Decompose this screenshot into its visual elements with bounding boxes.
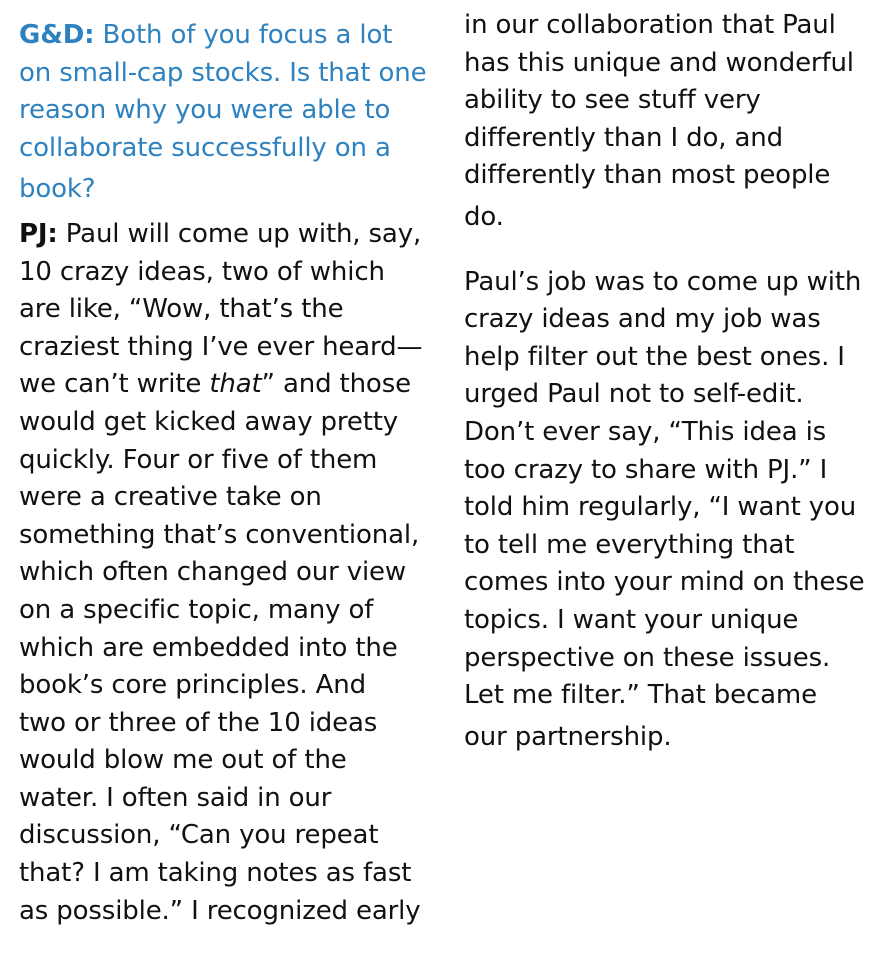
answer-line-italic <box>19 366 444 404</box>
paragraph-line: differently than most people <box>464 160 831 191</box>
paragraph-line: in our collaboration that Paul <box>464 10 836 40</box>
answer-line: something that’s conventional, <box>19 519 420 550</box>
answer-line: as possible.” I recognized early <box>19 895 421 926</box>
question-text: Both of you focus a lot <box>94 20 393 50</box>
italic-line-before: we can’t write <box>19 369 210 400</box>
answer-line: which are embedded into the <box>19 632 398 663</box>
question-line-1 <box>19 17 444 55</box>
paragraph-line: has this unique and wonderful <box>464 47 854 78</box>
paragraph-line: to tell me everything that <box>464 529 795 560</box>
paragraph-line: topics. I want your unique <box>464 604 799 635</box>
paragraph-line: differently than I do, and <box>464 122 783 153</box>
answer-line: two or three of the 10 ideas <box>19 707 378 738</box>
answer-line: are like, “Wow, that’s the <box>19 294 344 325</box>
answer-line: book’s core principles. And <box>19 670 366 701</box>
answer-speaker: PJ: <box>19 218 58 249</box>
answer-line: would blow me out of the <box>19 745 347 776</box>
answer-line: discussion, “Can you repeat <box>19 820 379 851</box>
answer-line: on a specific topic, many of <box>19 594 374 625</box>
italic-line-after: ” and those <box>261 369 411 400</box>
answer-line: water. I often said in our <box>19 782 332 813</box>
answer-first-text: Paul will come up with, say, <box>57 218 422 249</box>
paragraph-line: our partnership. <box>464 721 672 752</box>
paragraph-line: Paul’s job was to come up with <box>464 266 862 297</box>
interview-answer <box>19 216 444 930</box>
paragraph-line: comes into your mind on these <box>464 567 865 598</box>
interview-question <box>19 17 444 209</box>
question-speaker: G&D: <box>19 20 95 50</box>
paragraph-line: do. <box>464 201 504 232</box>
paragraph-line: too crazy to share with PJ.” I <box>464 454 828 485</box>
paragraph-line: crazy ideas and my job was <box>464 304 821 335</box>
answer-line: would get kicked away pretty <box>19 406 399 437</box>
answer-second-paragraph <box>464 264 888 757</box>
question-line-3: reason why you were able to <box>19 95 391 126</box>
answer-line: 10 crazy ideas, two of which <box>19 256 385 287</box>
answer-line: that? I am taking notes as fast <box>19 858 412 889</box>
right-column <box>464 0 888 756</box>
paragraph-line: Don’t ever say, “This idea is <box>464 416 827 447</box>
paragraph-line: perspective on these issues. <box>464 642 831 673</box>
answer-line: were a creative take on <box>19 482 322 513</box>
paragraph-line: told him regularly, “I want you <box>464 492 857 523</box>
answer-line: which often changed our view <box>19 557 407 588</box>
answer-line: quickly. Four or five of them <box>19 444 378 475</box>
left-column <box>19 0 444 930</box>
question-line-4: collaborate successfully on a <box>19 132 391 163</box>
question-line-2: on small-cap stocks. Is that one <box>19 57 427 88</box>
paragraph-line: ability to see stuff very <box>464 85 761 116</box>
paragraph-line: urged Paul not to self-edit. <box>464 379 804 410</box>
question-line-5: book? <box>19 174 96 205</box>
answer-continuation-paragraph <box>464 7 888 237</box>
answer-line: craziest thing I’ve ever heard— <box>19 331 423 362</box>
paragraph-line: Let me filter.” That became <box>464 680 817 711</box>
paragraph-line: help filter out the best ones. I <box>464 341 845 372</box>
answer-line-1 <box>19 216 444 254</box>
italic-word: that <box>209 369 262 400</box>
